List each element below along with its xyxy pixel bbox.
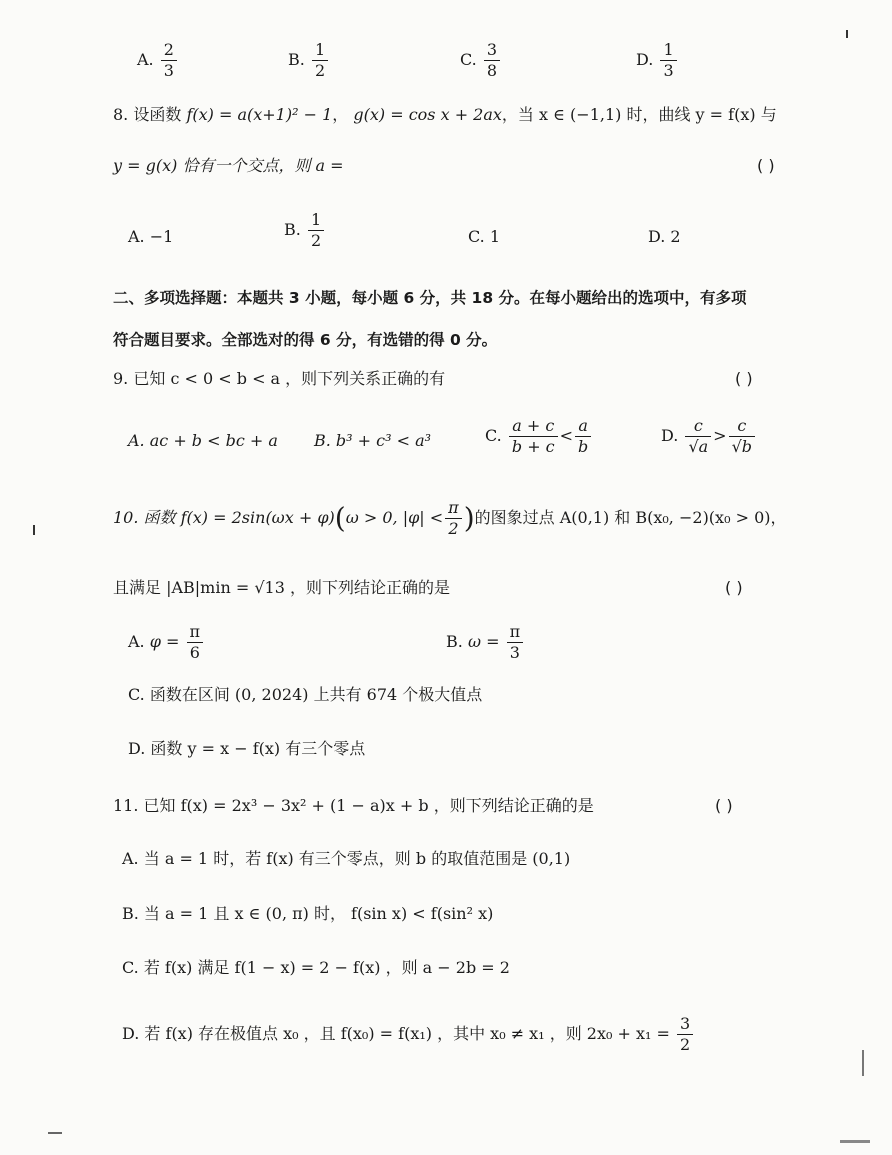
- q8-stem-line2: y = g(x) 恰有一个交点，则 a =: [113, 156, 344, 175]
- q10-stem-line2: 且满足 |AB|min = √13 ，则下列结论正确的是: [113, 578, 450, 597]
- q8-option-d: D. 2: [648, 227, 681, 246]
- q10-option-b: B. ω = $\frac{\pi}{3}$: [446, 622, 525, 663]
- scan-artifact: [48, 1132, 62, 1134]
- q7-option-b: B. $\frac{1}{2}$: [288, 40, 330, 81]
- scan-artifact: [846, 30, 848, 38]
- q8-option-c: C. 1: [468, 227, 501, 246]
- q11-option-c: C. 若 f(x) 满足 f(1 − x) = 2 − f(x) ，则 a − 2b = 2: [122, 958, 510, 977]
- section-2-heading-line2: 符合题目要求。全部选对的得 6 分，有选错的得 0 分。: [113, 331, 498, 349]
- q9-option-c: C. $\frac{a + c}{b + c}$ < $\frac{a}{b}$: [485, 416, 593, 457]
- q9-option-d: D. $\frac{c}{√a}$ > $\frac{c}{√b}$: [661, 416, 757, 457]
- q7-option-c: C. $\frac{3}{8}$: [460, 40, 502, 81]
- q8-answer-paren: ( ): [757, 156, 775, 175]
- q9-answer-paren: ( ): [735, 369, 753, 388]
- q10-option-a: A. φ = $\frac{\pi}{6}$: [128, 622, 205, 663]
- q11-stem: 11. 已知 f(x) = 2x³ − 3x² + (1 − a)x + b ，则下列结论正确的是: [113, 796, 594, 815]
- q10-answer-paren: ( ): [725, 578, 743, 597]
- q8-option-b: B. $\frac{1}{2}$: [284, 210, 326, 251]
- q7-option-d: D. $\frac{1}{3}$: [636, 40, 679, 81]
- section-2-heading-line1: 二、多项选择题：本题共 3 小题，每小题 6 分，共 18 分。在每小题给出的选项中，有多项: [113, 289, 747, 307]
- q9-option-b: B. b³ + c³ < a³: [314, 431, 432, 450]
- q9-stem: 9. 已知 c < 0 < b < a ，则下列关系正确的有: [113, 369, 446, 388]
- q9-option-a: A. ac + b < bc + a: [128, 431, 278, 450]
- q8-option-a: A. −1: [128, 227, 174, 246]
- q10-stem-line1: 10. 函数 f(x) = 2sin(ωx + φ)(ω > 0, |φ| < $\frac{\pi}{2}$ )的图象过点 A(0,1) 和 B(x₀, −2)(x₀ > 0)，: [113, 498, 787, 538]
- q7-option-a: A. $\frac{2}{3}$: [137, 40, 179, 81]
- q11-answer-paren: ( ): [715, 796, 733, 815]
- q11-option-d: D. 若 f(x) 存在极值点 x₀ ，且 f(x₀) = f(x₁) ，其中 x₀ ≠ x₁ ，则 2x₀ + x₁ = $\frac{3}{2}$: [122, 1014, 695, 1055]
- scan-artifact: [840, 1140, 870, 1143]
- scan-artifact: [862, 1050, 864, 1076]
- q11-option-b: B. 当 a = 1 且 x ∈ (0, π) 时， f(sin x) < f(sin² x): [122, 904, 494, 923]
- q10-option-c: C. 函数在区间 (0, 2024) 上共有 674 个极大值点: [128, 685, 483, 704]
- q10-option-d: D. 函数 y = x − f(x) 有三个零点: [128, 739, 366, 758]
- q8-stem-line1: 8. 设函数 f(x) = a(x+1)² − 1， g(x) = cos x + 2ax，当 x ∈ (−1,1) 时，曲线 y = f(x) 与: [113, 105, 777, 124]
- scan-artifact: [33, 525, 35, 535]
- q11-option-a: A. 当 a = 1 时，若 f(x) 有三个零点，则 b 的取值范围是 (0,1): [122, 849, 571, 868]
